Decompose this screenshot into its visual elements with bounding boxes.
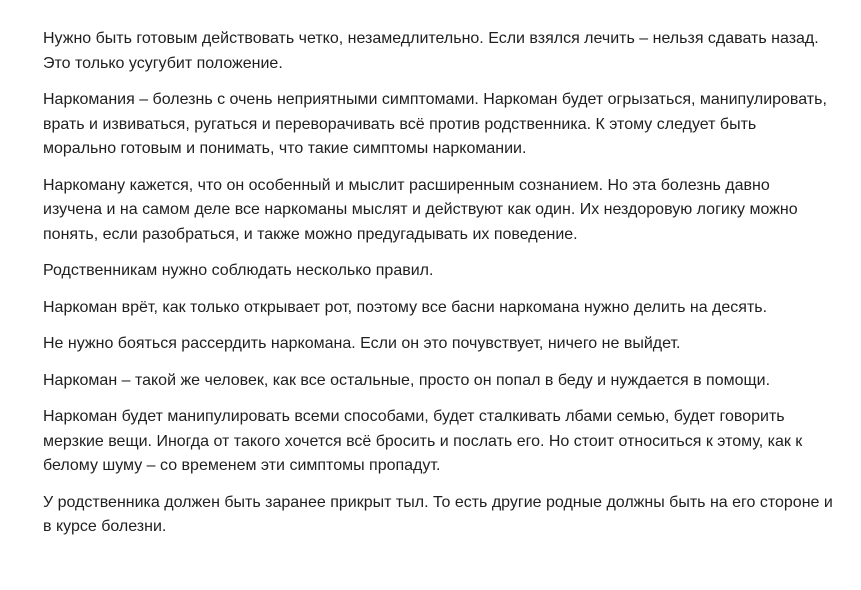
paragraph: Не нужно бояться рассердить наркомана. Если он это почувствует, ничего не выйдет. (43, 335, 681, 352)
paragraph: Наркоман врёт, как только открывает рот, поэтому все басни наркомана нужно делить на десять. (43, 298, 768, 316)
paragraph: Наркомания – болезнь с очень неприятными симптомами. Наркоман будет огрызаться, манипулировать, врать и извиваться, ругаться и переворачивать всё против родственника. К этому следует быть морально готовым и понимать, что такие симптомы наркомании. (43, 91, 827, 157)
paragraph: У родственника должен быть заранее прикрыт тыл. То есть другие родные должны быть на его стороне и в курсе болезни. (43, 493, 833, 535)
paragraph: Родственникам нужно соблюдать несколько правил. (43, 262, 434, 279)
paragraph: Нужно быть готовым действовать четко, незамедлительно. Если взялся лечить – нельзя сдавать назад. Это только усугубит положение. (43, 30, 819, 72)
document-body (43, 27, 833, 552)
paragraph: Наркоману кажется, что он особенный и мыслит расширенным сознанием. Но эта болезнь давно изучена и на самом деле все наркоманы мыслят и действуют как один. Их нездоровую логику можно понять, если разобраться, и также можно предугадывать их поведение. (43, 176, 798, 243)
paragraph: Наркоман будет манипулировать всеми способами, будет сталкивать лбами семью, будет говорить мерзкие вещи. Иногда от такого хочется всё бросить и послать его. Но стоит относиться к этому, как к белому шуму – со временем эти симптомы пропадут. (43, 408, 803, 474)
paragraph: Наркоман – такой же человек, как все остальные, просто он попал в беду и нуждается в помощи. (43, 371, 771, 389)
